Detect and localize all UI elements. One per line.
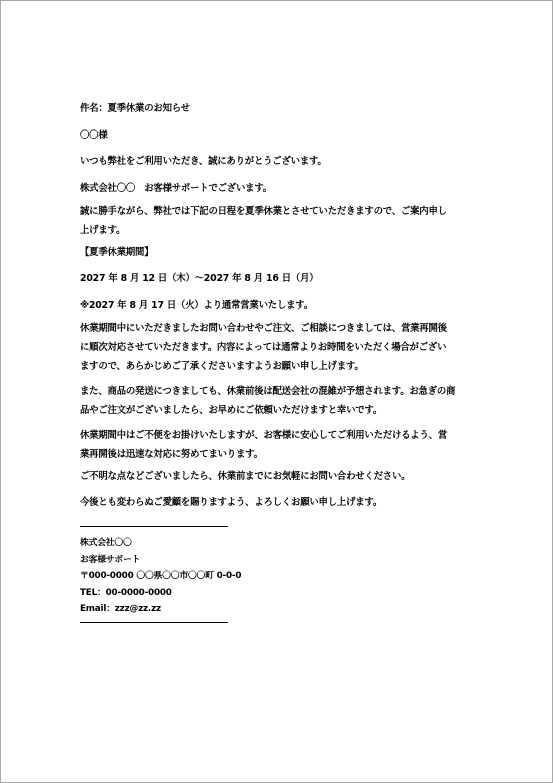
period-dates: 2027 年 8 月 12 日（木）～2027 年 8 月 16 日（月） [80, 273, 319, 284]
intro: 株式会社〇〇 お客様サポートでございます。 [80, 182, 272, 194]
subject-line: 件名：夏季休業のお知らせ [80, 103, 190, 114]
signature-address: 〒000-0000 〇〇県〇〇市〇〇町 0-0-0 [80, 571, 242, 581]
resume-note: ※2027 年 8 月 17 日（火）より通常営業いたします。 [80, 299, 313, 311]
questions-line: ご不明な点などございましたら、休業前までにお気軽にお問い合わせください。 [80, 470, 411, 482]
closing-line: 今後とも変わらぬご愛顧を賜りますよう、よろしくお願い申し上げます。 [80, 497, 383, 508]
inquiry-line: に順次対応させていただきます。内容によっては通常よりお時間をいただく場合がござい [80, 341, 447, 353]
apology-paragraph [80, 426, 480, 464]
letter-body [80, 102, 480, 623]
notice-line: 上げます。 [80, 224, 126, 236]
inquiry-line: 休業期間中にいただきましたお問い合わせやご注文、ご相談につきましては、営業再開後 [80, 322, 447, 334]
notice-paragraph [80, 202, 480, 240]
signature-email: Email：zzz@zz.zz [80, 604, 161, 614]
addressee: 〇〇様 [80, 129, 108, 141]
signature-company: 株式会社〇〇 [80, 538, 132, 548]
period-heading: 【夏季休業期間】 [80, 246, 154, 258]
greeting: いつも弊社をご利用いただき、誠にありがとうございます。 [80, 156, 327, 167]
signature-tel: TEL：00-0000-0000 [80, 587, 172, 598]
inquiry-line: ますので、あらかじめご了承くださいますようお願い申し上げます。 [80, 360, 364, 372]
shipping-line: また、商品の発送につきましても、休業前後は配送会社の混雑が予想されます。お急ぎの商 [80, 385, 456, 397]
inquiry-paragraph [80, 319, 480, 376]
signature-bottom-rule [80, 622, 228, 623]
signature-block [80, 535, 480, 618]
shipping-paragraph [80, 382, 480, 420]
signature-department: お客様サポート [80, 554, 141, 565]
apology-line: 業再開後は迅速な対応に努めてまいります。 [80, 448, 263, 460]
apology-line: 休業期間中はご不便をお掛けいたしますが、お客様に安心してご利用いただけるよう、営 [80, 429, 448, 441]
shipping-line: 品やご注文がございましたら、お早めにご依頼いただけますと幸いです。 [80, 404, 383, 416]
notice-line: 誠に勝手ながら、弊社では下記の日程を夏季休業とさせていただきますので、ご案内申し [80, 205, 447, 217]
signature-top-rule [80, 526, 228, 527]
